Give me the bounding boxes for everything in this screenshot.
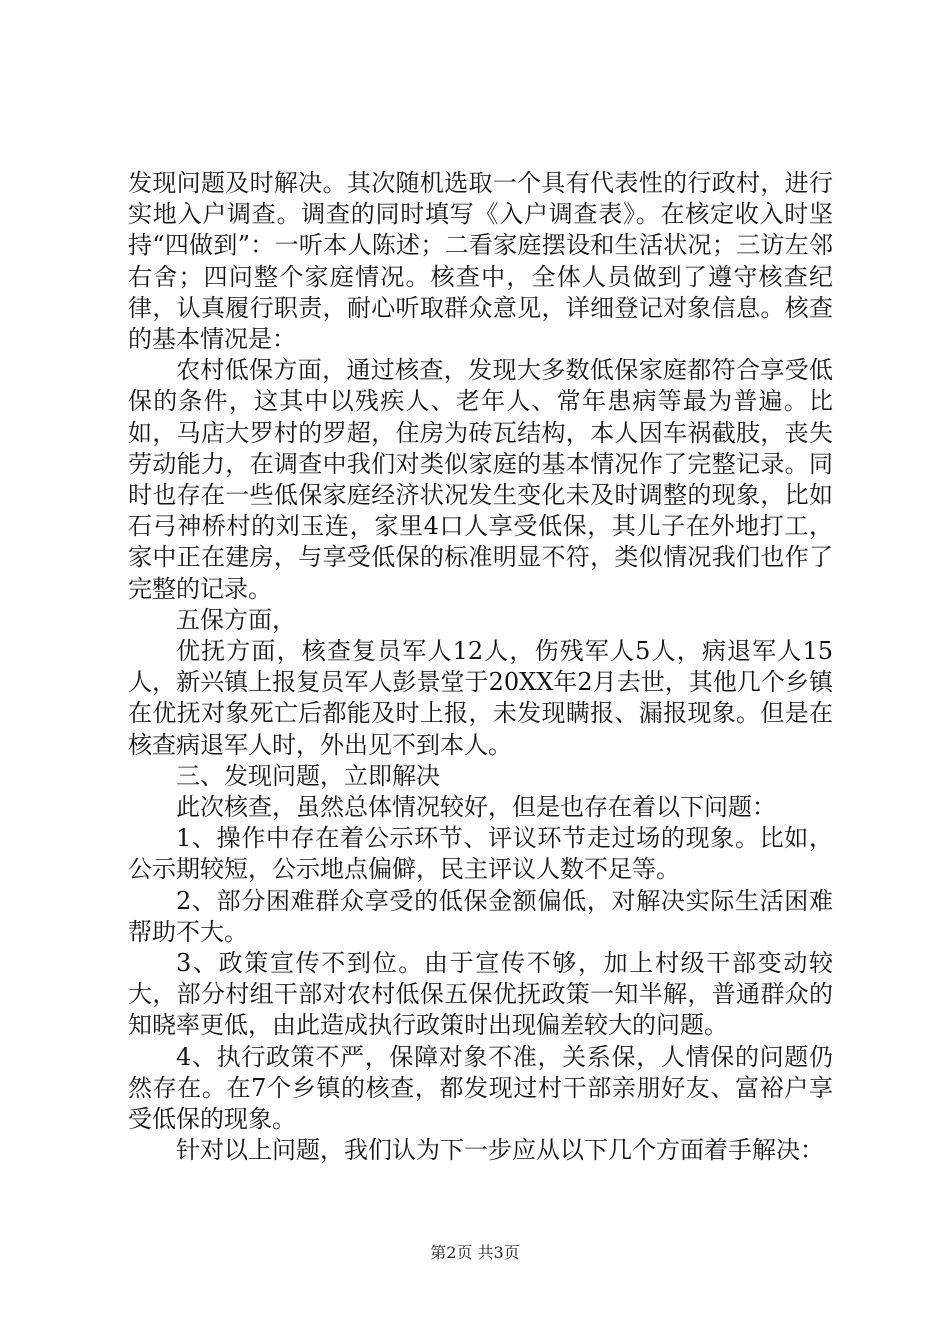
paragraph: 优抚方面，核查复员军人12人，伤残军人5人，病退军人15人，新兴镇上报复员军人彭景堂于20XX年2月去世，其他几个乡镇在优抚对象死亡后都能及时上报，未发现瞒报、漏报现象。但是在核查病退军人时，外出见不到本人。 xyxy=(128,637,833,759)
list-item: 1、操作中存在着公示环节、评议环节走过场的现象。比如，公示期较短，公示地点偏僻，民主评议人数不足等。 xyxy=(128,824,833,884)
paragraph: 此次核查，虽然总体情况较好，但是也存在着以下问题： xyxy=(176,793,776,822)
paragraph: 发现问题及时解决。其次随机选取一个具有代表性的行政村，进行实地入户调查。调查的同时填写《入户调查表》。在核定收入时坚持“四做到”：一听本人陈述；二看家庭摆设和生活状况；三访左邻右舍；四问整个家庭情况。核查中，全体人员做到了遵守核查纪律，认真履行职责，耐心听取群众意见，详细登记对象信息。核查的基本情况是： xyxy=(128,169,833,354)
document-body xyxy=(128,168,833,1167)
paragraph: 针对以上问题，我们认为下一步应从以下几个方面着手解决： xyxy=(176,1136,824,1165)
page-number-footer: 第2页 共3页 xyxy=(430,1243,520,1262)
paragraph: 农村低保方面，通过核查，发现大多数低保家庭都符合享受低保的条件，这其中以残疾人、老年人、常年患病等最为普遍。比如，马店大罗村的罗超，住房为砖瓦结构，本人因车祸截肢，丧失劳动能力，在调查中我们对类似家庭的基本情况作了完整记录。同时也存在一些低保家庭经济状况发生变化未及时调整的现象，比如石弓神桥村的刘玉连，家里4口人享受低保，其儿子在外地打工，家中正在建房，与享受低保的标准明显不符，类似情况我们也作了完整的记录。 xyxy=(128,356,833,603)
list-item: 3、政策宣传不到位。由于宣传不够，加上村级干部变动较大，部分村组干部对农村低保五保优抚政策一知半解，普通群众的知晓率更低，由此造成执行政策时出现偏差较大的问题。 xyxy=(128,949,833,1040)
list-item: 4、执行政策不严，保障对象不准，关系保，人情保的问题仍然存在。在7个乡镇的核查，都发现过村干部亲朋好友、富裕户享受低保的现象。 xyxy=(128,1042,833,1134)
paragraph: 五保方面， xyxy=(176,605,296,634)
section-heading: 三、发现问题，立即解决 xyxy=(176,761,440,790)
list-item: 2、部分困难群众享受的低保金额偏低，对解决实际生活困难帮助不大。 xyxy=(128,886,833,946)
